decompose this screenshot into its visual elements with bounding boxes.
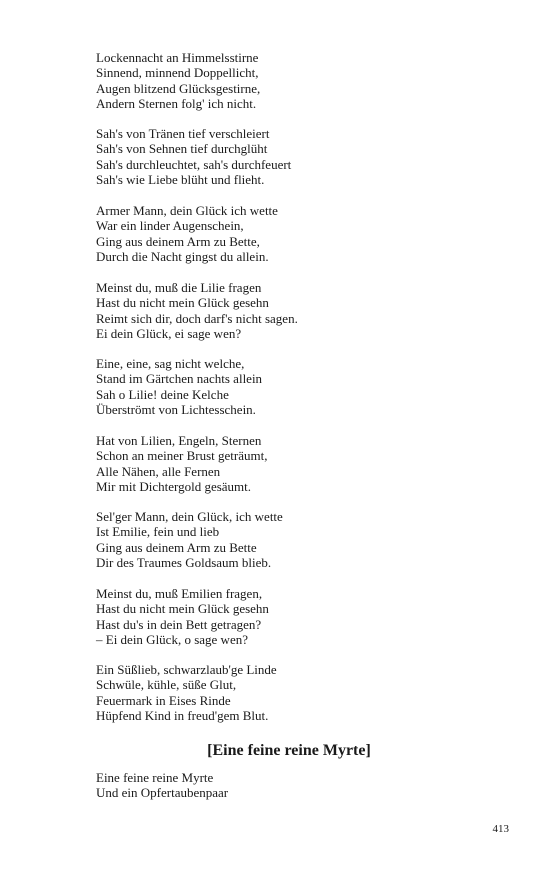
poem-line: Reimt sich dir, doch darf's nicht sagen.	[96, 310, 298, 326]
poem-line: Ist Emilie, fein und lieb	[96, 524, 220, 540]
poem-line: Andern Sternen folg' ich nicht.	[96, 95, 257, 111]
stanza-2	[96, 126, 291, 187]
poem-line: Und ein Opfertaubenpaar	[96, 785, 229, 801]
poem-line: Stand im Gärtchen nachts allein	[96, 371, 263, 387]
poem-line: Mir mit Dichtergold gesäumt.	[96, 478, 252, 494]
poem-line: Armer Mann, dein Glück ich wette	[96, 203, 278, 218]
stanza-7	[96, 509, 283, 570]
poem-line: Ging aus deinem Arm zu Bette	[96, 539, 257, 555]
poem-line: Ging aus deinem Arm zu Bette,	[96, 233, 260, 249]
stanza-1	[96, 50, 260, 111]
poem-line: Hast du nicht mein Glück gesehn	[96, 295, 269, 311]
poem-line: – Ei dein Glück, o sage wen?	[96, 631, 248, 647]
stanza-4	[96, 280, 298, 341]
poem-line: Sinnend, minnend Doppellicht,	[96, 65, 259, 81]
stanza-5	[96, 356, 262, 417]
poem-line: Durch die Nacht gingst du allein.	[96, 248, 269, 264]
poem-line: Hast du nicht mein Glück gesehn	[96, 601, 269, 617]
stanza-6	[96, 433, 268, 494]
poem-line: Feuermark in Eises Rinde	[96, 692, 231, 708]
poem-line: Sel'ger Mann, dein Glück, ich wette	[96, 509, 283, 524]
stanza-8	[96, 586, 269, 647]
poem-line: Alle Nähen, alle Fernen	[96, 463, 221, 479]
poem-line: Eine, eine, sag nicht welche,	[96, 356, 245, 371]
poem-line: Augen blitzend Glücksgestirne,	[96, 80, 261, 96]
poem-line: Schwüle, kühle, süße Glut,	[96, 677, 237, 693]
poem-line: Sah o Lilie! deine Kelche	[96, 386, 229, 402]
poem-line: Hat von Lilien, Engeln, Sternen	[96, 433, 262, 448]
next-poem-opening	[96, 770, 228, 801]
poem-line: Ei dein Glück, ei sage wen?	[96, 325, 242, 341]
poem-line: Meinst du, muß Emilien fragen,	[96, 586, 263, 601]
poem-line: Sah's wie Liebe blüht und flieht.	[96, 171, 265, 187]
poem-line: Sah's von Tränen tief verschleiert	[96, 126, 270, 141]
poem-title: [Eine feine reine Myrte]	[207, 742, 371, 759]
stanza-3	[96, 203, 278, 264]
poem-line: Überströmt von Lichtesschein.	[96, 401, 256, 417]
poem-line: Eine feine reine Myrte	[96, 770, 214, 785]
poem-line: Sah's von Sehnen tief durchglüht	[96, 141, 268, 157]
page-number: 413	[492, 823, 509, 835]
stanza-9	[96, 662, 277, 723]
poem-line: Ein Süßlieb, schwarzlaub'ge Linde	[96, 662, 277, 677]
poem-line: Dir des Traumes Goldsaum blieb.	[96, 554, 272, 570]
poem-line: War ein linder Augenschein,	[96, 218, 244, 234]
poem-line: Hüpfend Kind in freud'gem Blut.	[96, 707, 269, 723]
poem-line: Sah's durchleuchtet, sah's durchfeuert	[96, 156, 292, 172]
poem-line: Schon an meiner Brust geträumt,	[96, 448, 268, 464]
poem-line: Meinst du, muß die Lilie fragen	[96, 280, 262, 295]
poem-line: Lockennacht an Himmelsstirne	[96, 50, 259, 65]
poem-line: Hast du's in dein Bett getragen?	[96, 616, 262, 632]
